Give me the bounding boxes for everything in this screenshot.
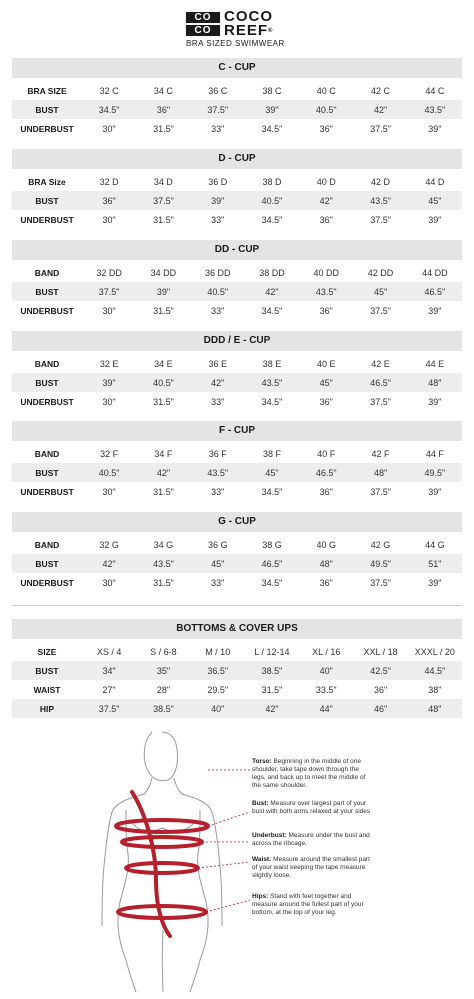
table-cell: 42 D <box>371 176 391 187</box>
table-cell: 33" <box>211 486 225 497</box>
guide-hips <box>252 893 374 917</box>
table-cell: 39" <box>428 396 442 407</box>
table-cell: 40.5" <box>299 100 353 119</box>
table-row <box>12 535 462 554</box>
table-cell: 49.5" <box>353 554 407 573</box>
row-label: UNDERBUST <box>20 123 74 134</box>
table-cell: 46.5" <box>353 373 407 392</box>
section-title: DDD / E - CUP <box>12 331 462 351</box>
table-cell: 37.5" <box>370 396 391 407</box>
table-cell: 38 C <box>262 85 282 96</box>
table-cell: 46.5" <box>245 554 299 573</box>
table-cell: 42" <box>136 463 190 482</box>
table-cell: 42" <box>191 373 245 392</box>
table-cell: 32 G <box>99 539 119 550</box>
table-cell: 34 F <box>154 448 173 459</box>
table-cell: 39" <box>428 486 442 497</box>
table-cell: 43.5" <box>353 191 407 210</box>
waist-leader-line <box>198 862 250 868</box>
table-cell: 34.5" <box>261 123 283 134</box>
table-cell: L / 12-14 <box>254 646 290 657</box>
table-cell: XL / 16 <box>312 646 341 657</box>
table-row <box>12 373 462 392</box>
row-label: BUST <box>12 373 82 392</box>
table-cell: 43.5" <box>299 282 353 301</box>
table-cell: 45" <box>299 373 353 392</box>
wordmark-top: COCO <box>224 8 273 25</box>
table-cell: 40" <box>191 699 245 718</box>
guide-term: Torso: <box>252 758 272 765</box>
table-cell: 30" <box>102 396 116 407</box>
table-cell: 37.5" <box>191 100 245 119</box>
table-cell: 45" <box>353 282 407 301</box>
table-cell: 31.5" <box>153 577 174 588</box>
size-section-g-cup <box>12 512 462 592</box>
table-cell: 30" <box>102 486 116 497</box>
table-cell: 48" <box>408 699 462 718</box>
table-row <box>12 680 462 699</box>
table-cell: 30" <box>102 123 116 134</box>
table-cell: 34.5" <box>261 486 283 497</box>
bust-measure-line <box>116 820 208 832</box>
table-cell: 38.5" <box>136 699 190 718</box>
size-table <box>12 81 462 138</box>
hip-leader-line <box>206 900 250 912</box>
table-cell: XS / 4 <box>96 646 122 657</box>
guide-term: Underbust: <box>252 832 287 839</box>
row-label: BUST <box>12 282 82 301</box>
table-cell: 32 C <box>99 85 119 96</box>
row-label: UNDERBUST <box>20 486 74 497</box>
table-row <box>12 191 462 210</box>
row-label: BAND <box>34 539 60 550</box>
table-cell: 40 E <box>317 358 336 369</box>
table-row <box>12 263 462 282</box>
table-cell: M / 10 <box>205 646 231 657</box>
table-cell: 37.5" <box>370 214 391 225</box>
table-cell: 37.5" <box>370 123 391 134</box>
table-cell: 38 G <box>262 539 282 550</box>
table-cell: 39" <box>428 123 442 134</box>
table-cell: 44 G <box>425 539 445 550</box>
table-cell: 39" <box>191 191 245 210</box>
table-cell: 42 F <box>371 448 390 459</box>
row-label: UNDERBUST <box>20 214 74 225</box>
table-row <box>12 392 462 411</box>
inner-leg-outline <box>162 930 163 992</box>
table-cell: 48" <box>353 463 407 482</box>
row-label: UNDERBUST <box>20 396 74 407</box>
hip-measure-line <box>118 906 206 918</box>
size-section-bottoms <box>12 619 462 718</box>
size-section-e-cup <box>12 331 462 411</box>
table-cell: 30" <box>102 305 116 316</box>
table-cell: 34.5" <box>261 214 283 225</box>
table-cell: 32 E <box>99 358 119 369</box>
table-cell: 34.5" <box>82 100 136 119</box>
table-row <box>12 282 462 301</box>
table-cell: 46.5" <box>408 282 462 301</box>
table-cell: 42 E <box>371 358 390 369</box>
table-cell: 36" <box>319 305 333 316</box>
table-cell: 40.5" <box>82 463 136 482</box>
guide-underbust <box>252 832 374 848</box>
table-cell: 44" <box>299 699 353 718</box>
table-cell: 34 G <box>153 539 174 550</box>
table-cell: 42 DD <box>367 267 394 278</box>
table-cell: 33" <box>211 214 225 225</box>
size-table <box>12 444 462 501</box>
row-label: BRA Size <box>28 176 66 187</box>
body-measurement-illustration <box>90 730 250 992</box>
table-cell: 45" <box>408 191 462 210</box>
guide-torso <box>252 758 374 790</box>
table-cell: 30" <box>102 577 116 588</box>
table-row <box>12 482 462 501</box>
table-cell: 44 D <box>425 176 445 187</box>
table-cell: 39" <box>428 214 442 225</box>
table-cell: XXL / 18 <box>363 646 398 657</box>
size-table <box>12 172 462 229</box>
table-cell: 44 F <box>425 448 444 459</box>
table-cell: 37.5" <box>370 486 391 497</box>
table-cell: 42 C <box>371 85 391 96</box>
table-row <box>12 210 462 229</box>
table-cell: 37.5" <box>82 282 136 301</box>
table-row <box>12 444 462 463</box>
row-label: BAND <box>34 358 60 369</box>
table-row <box>12 354 462 373</box>
table-cell: 27" <box>102 684 116 695</box>
size-section-f-cup <box>12 421 462 501</box>
table-row <box>12 100 462 119</box>
guide-term: Waist: <box>252 856 272 863</box>
table-cell: S / 6-8 <box>150 646 177 657</box>
guide-waist <box>252 856 374 880</box>
table-row <box>12 699 462 718</box>
table-cell: 40 DD <box>313 267 340 278</box>
guide-text: Measure under the bust and across the ribcage. <box>252 832 370 847</box>
guide-term: Hips: <box>252 893 269 900</box>
size-table <box>12 263 462 320</box>
table-cell: 37.5" <box>370 577 391 588</box>
table-cell: 33" <box>211 577 225 588</box>
section-title: D - CUP <box>12 149 462 169</box>
section-title: C - CUP <box>12 58 462 78</box>
table-row <box>12 642 462 661</box>
table-cell: 30" <box>102 214 116 225</box>
row-label: BUST <box>12 463 82 482</box>
table-cell: 51" <box>408 554 462 573</box>
row-label: SIZE <box>37 646 57 657</box>
row-label: BUST <box>12 661 82 680</box>
table-cell: 46" <box>353 699 407 718</box>
guide-bust <box>252 800 374 816</box>
table-cell: 31.5" <box>261 684 283 695</box>
table-cell: 28" <box>156 684 171 695</box>
waist-measure-line <box>126 863 198 873</box>
section-divider <box>12 605 462 606</box>
table-cell: 39" <box>136 282 190 301</box>
row-label: WAIST <box>33 684 61 695</box>
table-cell: 42 G <box>370 539 391 550</box>
table-cell: 32 D <box>99 176 119 187</box>
row-label: BAND <box>34 448 60 459</box>
table-row <box>12 554 462 573</box>
table-cell: 36" <box>319 486 333 497</box>
table-cell: 38.5" <box>245 661 299 680</box>
table-cell: 34 E <box>154 358 173 369</box>
table-cell: 48" <box>408 373 462 392</box>
table-cell: 33.5" <box>315 684 337 695</box>
table-cell: 34 C <box>153 85 173 96</box>
table-cell: 42.5" <box>353 661 407 680</box>
size-section-c-cup <box>12 58 462 138</box>
left-shoulder-arm-outline <box>102 778 152 926</box>
table-row <box>12 463 462 482</box>
table-cell: 42" <box>245 699 299 718</box>
table-cell: 36 DD <box>204 267 231 278</box>
table-cell: 37.5" <box>136 191 190 210</box>
table-cell: 31.5" <box>153 396 174 407</box>
logo-letters-top: CO <box>186 12 220 23</box>
table-cell: 45" <box>245 463 299 482</box>
table-cell: 43.5" <box>191 463 245 482</box>
brand-wordmark <box>224 10 273 38</box>
guide-term: Bust: <box>252 800 269 807</box>
table-cell: 40 D <box>316 176 336 187</box>
table-cell: 48" <box>299 554 353 573</box>
table-cell: 36" <box>373 684 388 695</box>
table-cell: 34.5" <box>261 396 283 407</box>
table-cell: 45" <box>191 554 245 573</box>
table-cell: 38" <box>428 684 442 695</box>
table-cell: 34.5" <box>261 577 283 588</box>
section-title: F - CUP <box>12 421 462 441</box>
table-cell: 31.5" <box>153 486 174 497</box>
table-cell: 35" <box>136 661 190 680</box>
table-cell: 33" <box>211 123 225 134</box>
table-cell: XXXL / 20 <box>414 646 455 657</box>
size-section-dd-cup <box>12 240 462 320</box>
table-cell: 40" <box>299 661 353 680</box>
table-cell: 37.5" <box>370 305 391 316</box>
table-cell: 40 F <box>317 448 336 459</box>
table-row <box>12 81 462 100</box>
table-cell: 39" <box>82 373 136 392</box>
table-cell: 36.5" <box>191 661 245 680</box>
table-cell: 31.5" <box>153 123 174 134</box>
table-row <box>12 119 462 138</box>
table-cell: 36" <box>319 214 333 225</box>
guide-text: Measure over largest part of your bust with both arms relaxed at your sides <box>252 800 371 815</box>
section-title: G - CUP <box>12 512 462 532</box>
guide-text: Measure around the smallest part of your waist keeping the tape measure slightly loose. <box>252 856 370 879</box>
registered-mark: ® <box>268 28 274 34</box>
table-cell: 40.5" <box>136 373 190 392</box>
table-cell: 29.5" <box>207 684 229 695</box>
table-cell: 33" <box>211 396 225 407</box>
table-cell: 43.5" <box>408 100 462 119</box>
row-label: BRA SIZE <box>27 85 67 96</box>
underbust-measure-line <box>122 837 202 847</box>
table-cell: 36 F <box>208 448 227 459</box>
table-row <box>12 301 462 320</box>
table-cell: 42" <box>245 282 299 301</box>
table-cell: 32 F <box>100 448 119 459</box>
table-cell: 42" <box>82 554 136 573</box>
table-cell: 36" <box>319 123 333 134</box>
table-cell: 34 DD <box>150 267 177 278</box>
table-cell: 49.5" <box>408 463 462 482</box>
table-cell: 32 DD <box>96 267 122 278</box>
table-cell: 39" <box>245 100 299 119</box>
table-row <box>12 573 462 592</box>
table-cell: 33" <box>211 305 225 316</box>
table-cell: 46.5" <box>299 463 353 482</box>
table-cell: 31.5" <box>153 305 174 316</box>
row-label: HIP <box>12 699 82 718</box>
table-cell: 42" <box>353 100 407 119</box>
table-cell: 39" <box>428 305 442 316</box>
table-cell: 40 C <box>316 85 336 96</box>
row-label: UNDERBUST <box>20 305 74 316</box>
table-cell: 38 E <box>262 358 282 369</box>
size-table <box>12 354 462 411</box>
section-title: BOTTOMS & COVER UPS <box>12 619 462 639</box>
logo-letters-bottom: CO <box>186 25 220 36</box>
brand-logo-mark <box>186 12 220 36</box>
table-cell: 39" <box>428 577 442 588</box>
table-cell: 38 F <box>262 448 281 459</box>
table-cell: 36 E <box>208 358 227 369</box>
guide-text: Stand with feet together and measure around the fullest part of your bottom, at the top of your leg. <box>252 893 364 916</box>
table-cell: 43.5" <box>136 554 190 573</box>
size-table <box>12 642 462 718</box>
table-cell: 44 C <box>425 85 445 96</box>
table-cell: 34 D <box>153 176 173 187</box>
table-cell: 43.5" <box>245 373 299 392</box>
brand-subtitle: BRA SIZED SWIMWEAR <box>186 39 285 48</box>
brand-header <box>0 8 474 48</box>
table-cell: 36 C <box>208 85 228 96</box>
table-cell: 44 E <box>425 358 445 369</box>
wordmark-bottom: REEF <box>224 22 269 39</box>
table-cell: 36 G <box>207 539 228 550</box>
row-label: BUST <box>12 191 82 210</box>
table-cell: 36 D <box>208 176 228 187</box>
row-label: UNDERBUST <box>20 577 74 588</box>
row-label: BAND <box>34 267 60 278</box>
table-cell: 38 D <box>262 176 282 187</box>
table-cell: 34" <box>82 661 136 680</box>
table-cell: 31.5" <box>153 214 174 225</box>
body-figure-svg <box>90 730 250 992</box>
table-cell: 36" <box>136 100 190 119</box>
table-row <box>12 172 462 191</box>
table-cell: 38 DD <box>259 267 285 278</box>
table-cell: 36" <box>319 577 333 588</box>
row-label: BUST <box>12 100 82 119</box>
table-row <box>12 661 462 680</box>
table-cell: 44 DD <box>422 267 448 278</box>
table-cell: 40 G <box>316 539 337 550</box>
head-outline <box>144 732 177 781</box>
section-title: DD - CUP <box>12 240 462 260</box>
table-cell: 40.5" <box>245 191 299 210</box>
table-cell: 36" <box>82 191 136 210</box>
row-label: BUST <box>12 554 82 573</box>
table-cell: 44.5" <box>408 661 462 680</box>
size-section-d-cup <box>12 149 462 229</box>
table-cell: 42" <box>299 191 353 210</box>
guide-text: Beginning in the middle of one shoulder, take tape down through the legs, and back up to meet the middle of the same shoulder. <box>252 758 366 789</box>
table-cell: 37.5" <box>82 699 136 718</box>
table-cell: 40.5" <box>191 282 245 301</box>
table-cell: 34.5" <box>261 305 283 316</box>
table-cell: 36" <box>319 396 333 407</box>
size-table <box>12 535 462 592</box>
